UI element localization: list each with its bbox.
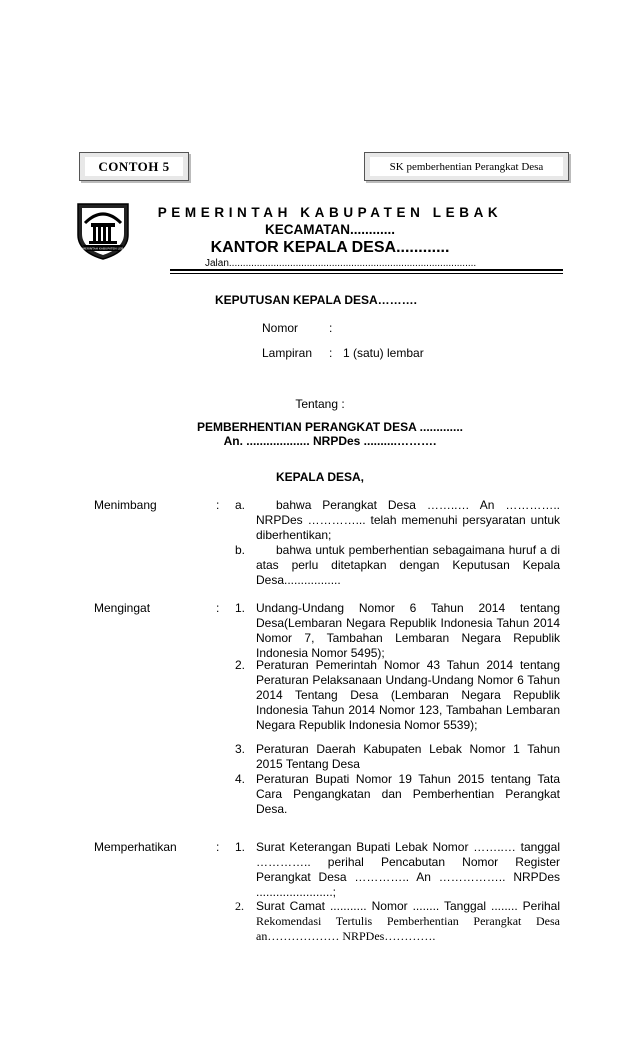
menimbang-item-b: bahwa untuk pemberhentian sebagaimana huruf a di atas perlu ditetapkan dengan Keputusan Kepala Desa................. (256, 543, 560, 587)
lampiran-label: Lampiran (262, 346, 313, 360)
office-name: KANTOR KEPALA DESA............ (210, 239, 450, 256)
menimbang-item-a: bahwa Perangkat Desa ……..… An ………….. NRPDes …………... telah memenuhi persyaratan untuk diberhentikan; (256, 498, 560, 542)
mengingat-item-3: Peraturan Daerah Kabupaten Lebak Nomor 1 Tahun 2015 Tentang Desa (256, 742, 560, 771)
example-tag-label: CONTOH 5 (85, 157, 183, 176)
mengingat-item-4: Peraturan Bupati Nomor 19 Tahun 2015 tentang Tata Cara Pengangkatan dan Pemberhentian Perangkat Desa. (256, 772, 560, 816)
mengingat-marker-4: 4. (235, 772, 246, 786)
mengingat-separator: : (216, 601, 220, 615)
letterhead-rule (170, 269, 563, 271)
decree-subject-line2: An. ................... NRPDes ..........………. (223, 434, 437, 448)
mengingat-item-1: Undang-Undang Nomor 6 Tahun 2014 tentang Desa(Lembaran Negara Republik Indonesia Tahun 2014 Nomor 7, Tambahan Lembaran Negara Republik Indonesia Nomor 5495); (256, 601, 560, 660)
menimbang-label: Menimbang (94, 498, 157, 512)
lampiran-separator: : (329, 346, 333, 360)
tentang-label: Tentang : (295, 397, 345, 411)
document-type-label: SK pemberhentian Perangkat Desa (370, 157, 563, 176)
mengingat-marker-1: 1. (235, 601, 246, 615)
letterhead-rule-thin (170, 273, 563, 274)
memperhatikan-item-1: Surat Keterangan Bupati Lebak Nomor ……..… tanggal ………….. perihal Pencabutan Nomor Register Perangkat Desa ………….. An …………….. NRPDes .......................; (256, 840, 560, 899)
office-address: Jalan......................................................................................... (205, 258, 477, 269)
document-type-tag (364, 152, 569, 181)
memperhatikan-item-2-part-b: Rekomendasi Tertulis Pemberhentian Perangkat Desa an……………… NRPDes…………. (256, 914, 560, 943)
menimbang-marker-b: b. (235, 543, 246, 557)
emblem-label: PEMERINTAH KABUPATEN LEBAK (78, 246, 128, 251)
nomor-separator: : (329, 321, 333, 335)
nomor-label: Nomor (262, 321, 299, 335)
memperhatikan-marker-1: 1. (235, 840, 246, 854)
district-name: KECAMATAN............ (265, 222, 395, 237)
lebak-emblem-icon (74, 201, 132, 261)
memperhatikan-label: Memperhatikan (94, 840, 177, 854)
example-tag (79, 152, 189, 181)
menimbang-marker-a: a. (235, 498, 246, 512)
memperhatikan-item-2-part-a: Surat Camat ........... Nomor ........ Tanggal ........ Perihal (256, 899, 560, 913)
memperhatikan-item-2 (256, 899, 560, 944)
lampiran-value: 1 (satu) lembar (343, 346, 424, 360)
memperhatikan-separator: : (216, 840, 220, 854)
mengingat-label: Mengingat (94, 601, 151, 615)
menimbang-separator: : (216, 498, 220, 512)
mengingat-item-2: Peraturan Pemerintah Nomor 43 Tahun 2014 tentang Peraturan Pelaksanaan Undang-Undang Nomor 6 Tahun 2014 Tentang Desa (Lembaran Negara Republik Indonesia Tahun 2014 Nomor 123, Tambahan Lembaran Negara Republik Indonesia Nomor 5539); (256, 658, 560, 732)
mengingat-marker-3: 3. (235, 742, 246, 756)
decree-title: KEPUTUSAN KEPALA DESA………. (215, 293, 418, 307)
government-name: PEMERINTAH KABUPATEN LEBAK (157, 205, 503, 220)
decree-subject-line1: PEMBERHENTIAN PERANGKAT DESA ............. (196, 420, 464, 434)
kepala-desa-heading: KEPALA DESA, (275, 470, 364, 484)
mengingat-marker-2: 2. (235, 658, 246, 672)
memperhatikan-marker-2: 2. (235, 899, 244, 913)
